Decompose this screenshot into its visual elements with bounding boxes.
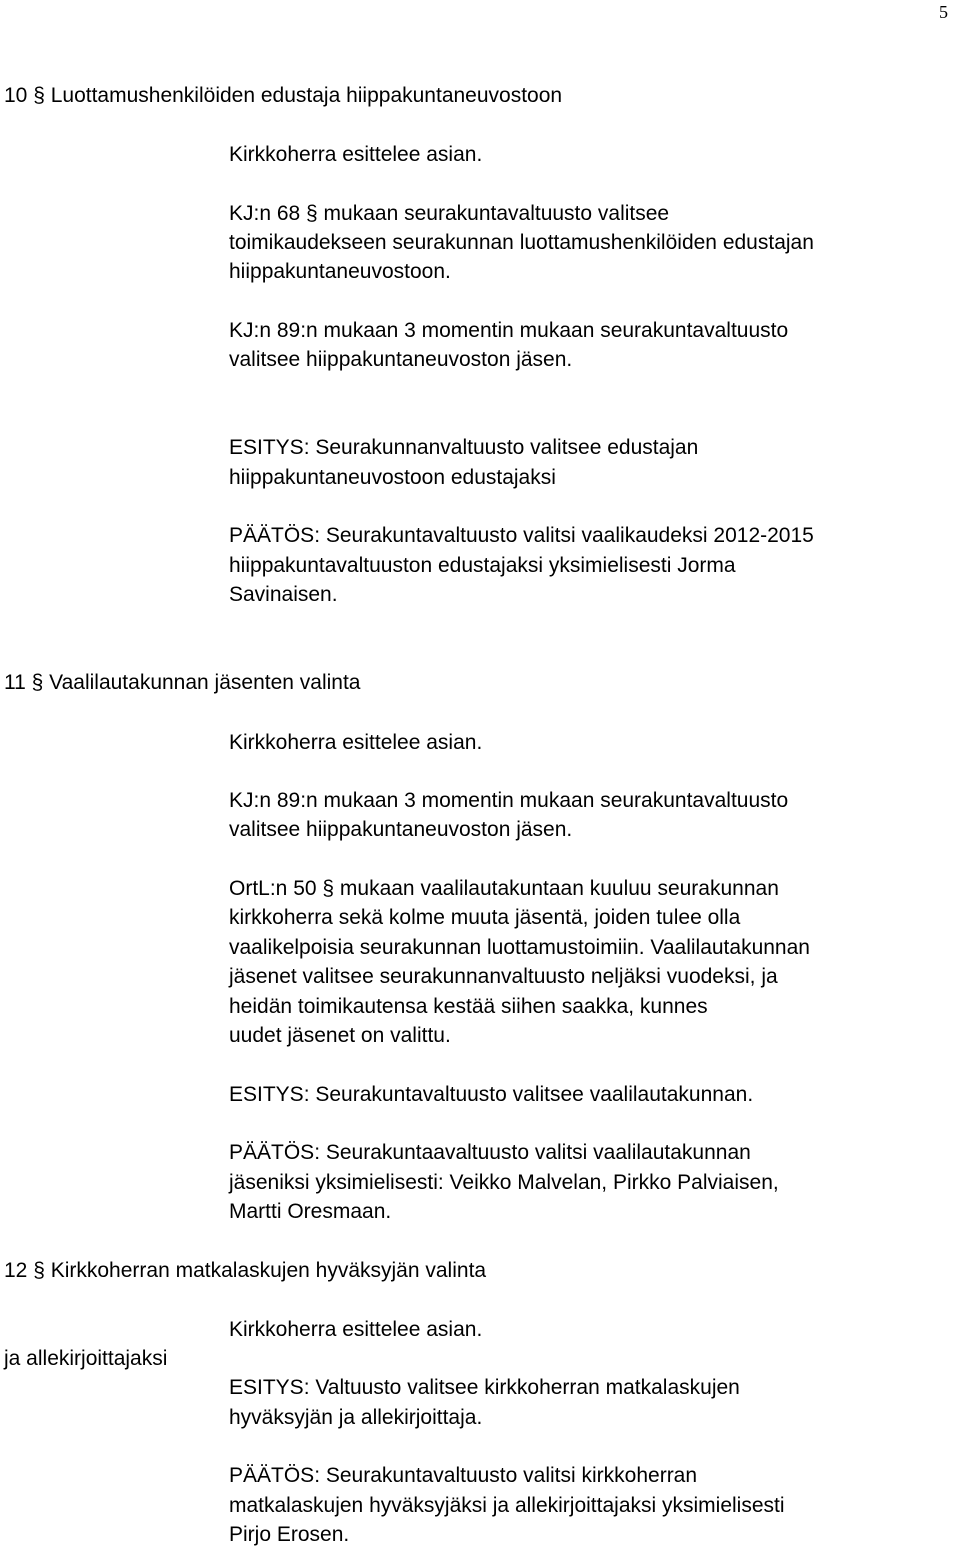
decision-line: Martti Oresmaan. [229, 1200, 392, 1223]
proposal-line: ESITYS: Seurakunnanvaltuusto valitsee edustajan [229, 436, 699, 459]
text-line: toimikaudekseen seurakunnan luottamushenkilöiden edustajan [229, 231, 814, 254]
decision-line: Pirjo Erosen. [229, 1523, 350, 1546]
text-line: kirkkoherra sekä kolme muuta jäsentä, joiden tulee olla [229, 906, 741, 929]
text-line: KJ:n 68 § mukaan seurakuntavaltuusto valitsee [229, 202, 670, 225]
text-line: Kirkkoherra esittelee asian. [229, 731, 483, 754]
decision-line: hiippakuntavaltuuston edustajaksi yksimielisesti Jorma [229, 554, 736, 577]
text-line: hiippakuntaneuvostoon. [229, 260, 451, 283]
text-line: KJ:n 89:n mukaan 3 momentin mukaan seurakuntavaltuusto [229, 789, 789, 812]
text-line: KJ:n 89:n mukaan 3 momentin mukaan seurakuntavaltuusto [229, 319, 789, 342]
text-line: OrtL:n 50 § mukaan vaalilautakuntaan kuuluu seurakunnan [229, 877, 779, 900]
decision-line: PÄÄTÖS: Seurakuntaavaltuusto valitsi vaalilautakunnan [229, 1141, 751, 1164]
text-line: heidän toimikautensa kestää siihen saakka, kunnes [229, 995, 708, 1018]
decision-line: jäseniksi yksimielisesti: Veikko Malvelan, Pirkko Palviaisen, [229, 1171, 779, 1194]
section-heading-10: 10 § Luottamushenkilöiden edustaja hiippakuntaneuvostoon [4, 84, 563, 107]
page-number: 5 [939, 2, 948, 22]
text-line: Kirkkoherra esittelee asian. [229, 143, 483, 166]
section-heading-11: 11 § Vaalilautakunnan jäsenten valinta [4, 671, 361, 694]
text-line: Kirkkoherra esittelee asian. [229, 1318, 483, 1341]
text-line: valitsee hiippakuntaneuvoston jäsen. [229, 818, 573, 841]
decision-line: Savinaisen. [229, 583, 338, 606]
section-heading-12-continued: ja allekirjoittajaksi [4, 1347, 168, 1370]
text-line: valitsee hiippakuntaneuvoston jäsen. [229, 348, 573, 371]
proposal-line: ESITYS: Seurakuntavaltuusto valitsee vaalilautakunnan. [229, 1083, 754, 1106]
decision-line: matkalaskujen hyväksyjäksi ja allekirjoittajaksi yksimielisesti [229, 1494, 785, 1517]
decision-line: PÄÄTÖS: Seurakuntavaltuusto valitsi vaalikaudeksi 2012-2015 [229, 524, 814, 547]
decision-line: PÄÄTÖS: Seurakuntavaltuusto valitsi kirkkoherran [229, 1464, 698, 1487]
text-line: vaalikelpoisia seurakunnan luottamustoimiin. Vaalilautakunnan [229, 936, 810, 959]
proposal-line: ESITYS: Valtuusto valitsee kirkkoherran matkalaskujen [229, 1376, 740, 1399]
section-heading-12: 12 § Kirkkoherran matkalaskujen hyväksyjän valinta [4, 1259, 487, 1282]
proposal-line: hiippakuntaneuvostoon edustajaksi [229, 466, 556, 489]
text-line: jäsenet valitsee seurakunnanvaltuusto neljäksi vuodeksi, ja [229, 965, 778, 988]
text-line: uudet jäsenet on valittu. [229, 1024, 451, 1047]
proposal-line: hyväksyjän ja allekirjoittaja. [229, 1406, 483, 1429]
